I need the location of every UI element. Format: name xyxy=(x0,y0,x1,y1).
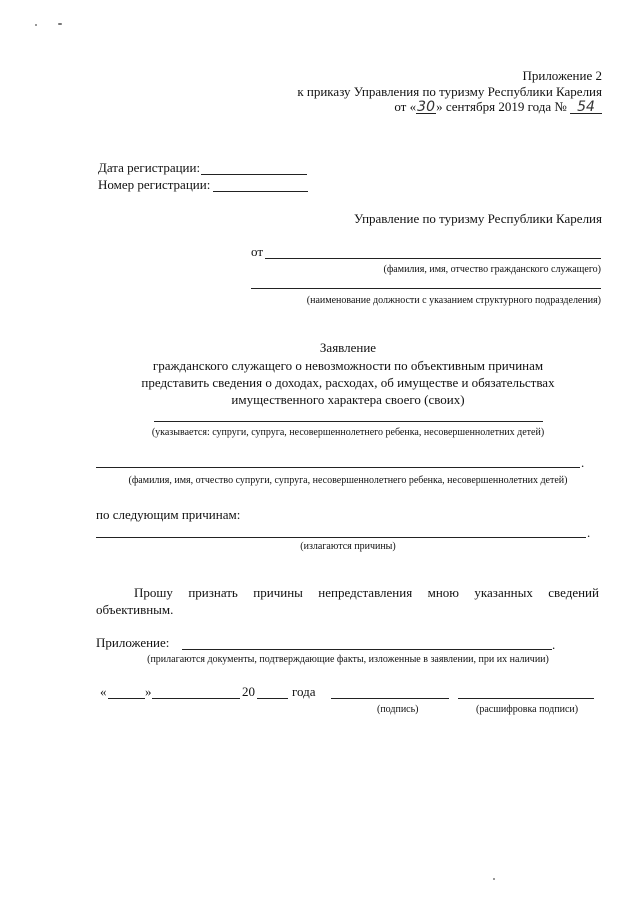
order-date-prefix: от « xyxy=(394,99,417,114)
date-day-field[interactable] xyxy=(108,698,145,699)
request-word: причины xyxy=(253,585,303,600)
request-word: непредставления xyxy=(318,585,413,600)
recipient-name: Управление по туризму Республики Карелия xyxy=(354,211,602,226)
document-title-line2: гражданского служащего о невозможности по объективным причинам xyxy=(152,358,544,373)
applicant-position-hint: (наименование должности с указанием структурного подразделения) xyxy=(306,295,601,306)
attachment-label: Приложение: xyxy=(96,635,170,650)
relative-type-hint: (указывается: супруги, супруга, несовершеннолетнего ребенка, несовершеннолетних детей) xyxy=(151,427,545,438)
applicant-position-field[interactable] xyxy=(251,288,601,289)
applicant-name-hint: (фамилия, имя, отчество гражданского служащего) xyxy=(383,264,601,275)
scan-speck xyxy=(493,878,495,880)
scan-speck xyxy=(58,23,62,25)
order-date-suffix: » сентября 2019 года № xyxy=(436,99,567,114)
request-second-line: объективным. xyxy=(96,602,174,617)
relative-name-period: . xyxy=(581,455,585,470)
request-first-line xyxy=(96,585,599,601)
request-word: сведений xyxy=(548,585,599,600)
document-title: Заявление xyxy=(319,340,377,355)
attachment-period: . xyxy=(552,637,556,652)
registration-date-label: Дата регистрации: xyxy=(98,160,201,175)
registration-number-field[interactable] xyxy=(213,191,308,192)
order-date-line xyxy=(394,99,602,115)
from-label: от xyxy=(251,244,264,259)
request-word: указанных xyxy=(474,585,533,600)
signature-decoding-field[interactable] xyxy=(458,698,594,699)
document-title-line4: имущественного характера своего (своих) xyxy=(231,392,465,407)
scan-speck xyxy=(35,24,37,26)
registration-number-label: Номер регистрации: xyxy=(98,177,211,192)
date-open-quote: « xyxy=(100,684,107,699)
request-word: Прошу xyxy=(134,585,173,600)
signature-hint: (подпись) xyxy=(377,704,419,715)
appendix-label: Приложение 2 xyxy=(522,68,602,83)
applicant-name-field[interactable] xyxy=(265,258,601,259)
date-year-prefix: 20 xyxy=(242,684,255,699)
signature-field[interactable] xyxy=(331,698,449,699)
registration-date-field[interactable] xyxy=(201,174,307,175)
date-year-suffix: года xyxy=(292,684,316,699)
signature-decoding-hint: (расшифровка подписи) xyxy=(476,704,579,715)
relative-type-field[interactable] xyxy=(154,421,543,422)
attachment-field[interactable] xyxy=(182,649,552,650)
relative-name-hint: (фамилия, имя, отчество супруги, супруга, несовершеннолетнего ребенка, несовершеннолетних детей) xyxy=(128,475,568,486)
order-day-handwritten: 30 xyxy=(417,99,435,115)
request-word: мною xyxy=(427,585,460,600)
date-month-field[interactable] xyxy=(152,698,240,699)
order-reference: к приказу Управления по туризму Республики Карелия xyxy=(297,84,602,99)
attachment-hint: (прилагаются документы, подтверждающие факты, изложенные в заявлении, при их наличии) xyxy=(147,654,549,665)
reasons-label: по следующим причинам: xyxy=(96,507,241,522)
document-title-line3: представить сведения о доходах, расходах, об имуществе и обязательствах xyxy=(141,375,555,390)
reasons-field[interactable] xyxy=(96,537,586,538)
reasons-hint: (излагаются причины) xyxy=(300,541,396,552)
date-year-field[interactable] xyxy=(257,698,288,699)
reasons-period: . xyxy=(587,525,591,540)
date-close-quote: » xyxy=(145,684,152,699)
relative-name-field[interactable] xyxy=(96,467,580,468)
request-word: признать xyxy=(188,585,238,600)
order-number-handwritten: 54 xyxy=(570,101,602,114)
